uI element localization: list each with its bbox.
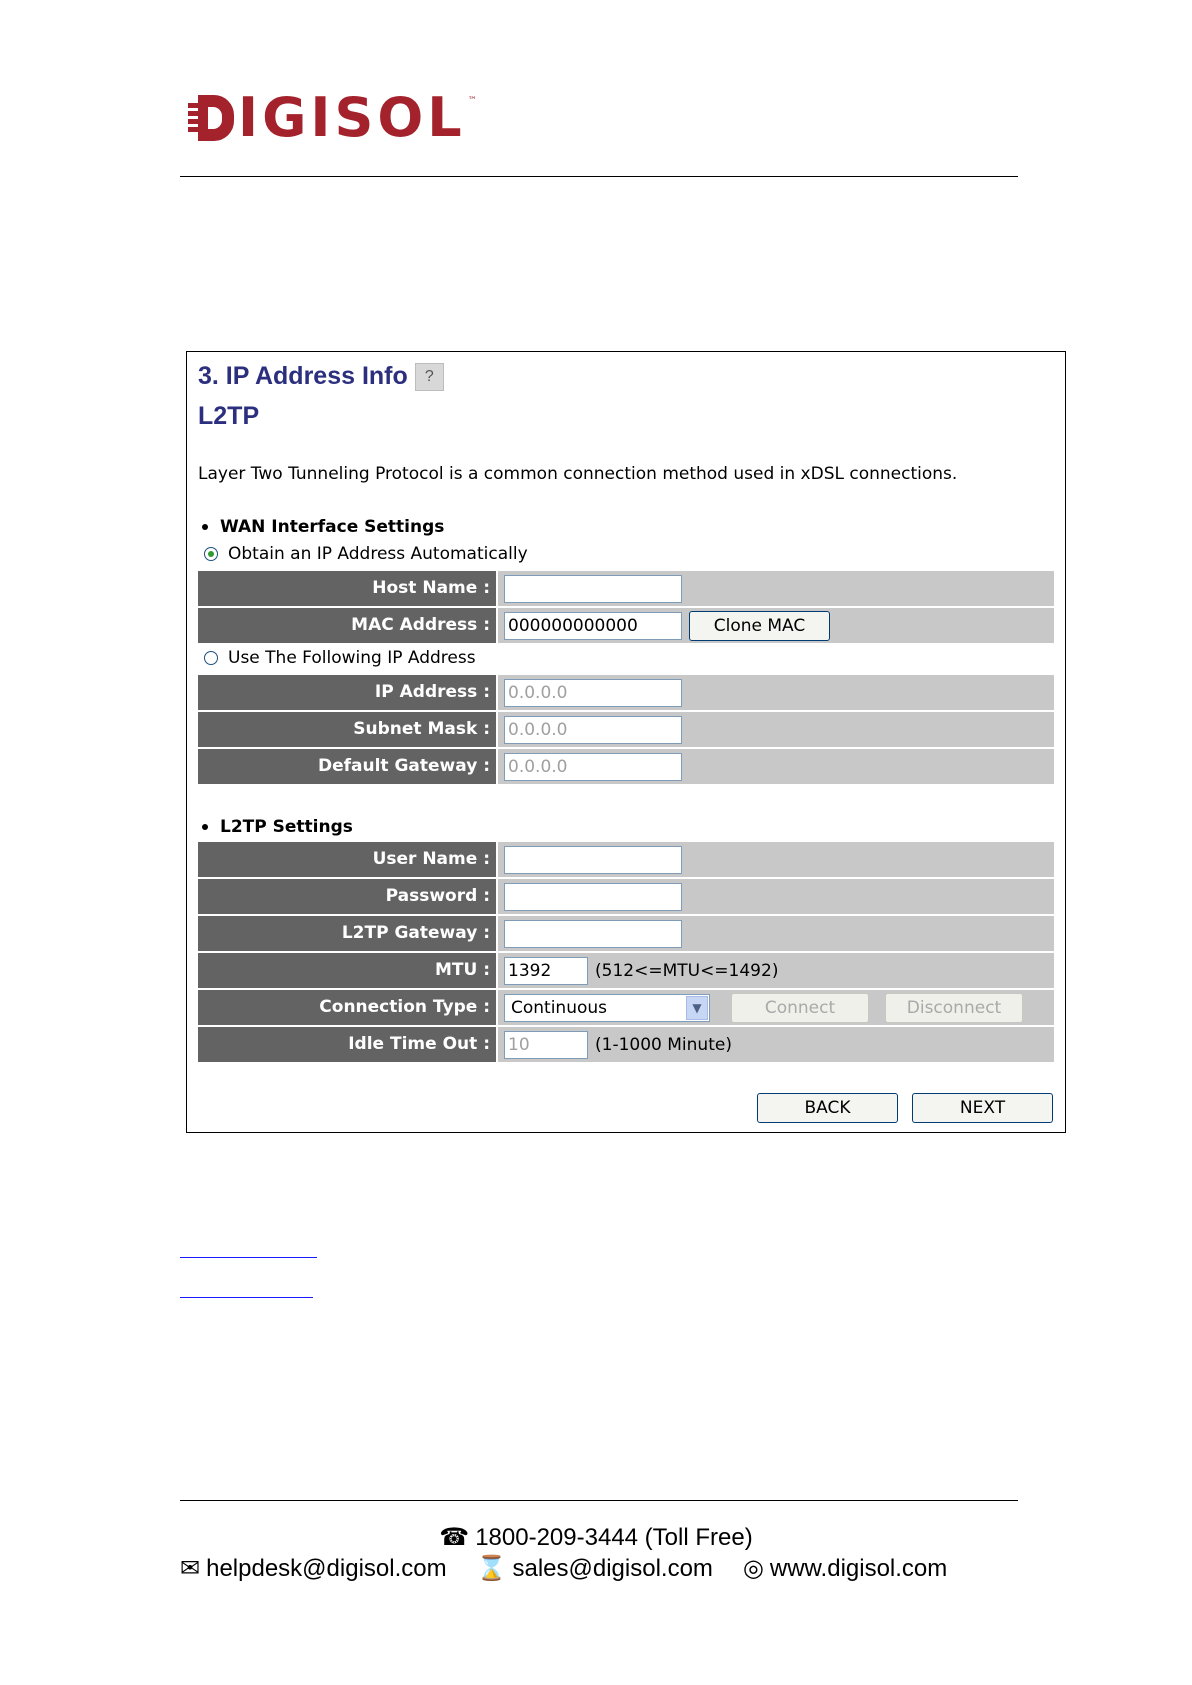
footer-divider xyxy=(180,1500,1018,1501)
helpdesk-email[interactable]: helpdesk@digisol.com xyxy=(206,1555,447,1582)
mac-address-label: MAC Address : xyxy=(198,608,496,643)
globe-icon: ◎ xyxy=(742,1555,764,1582)
ip-address-input[interactable]: 0.0.0.0 xyxy=(504,679,682,707)
website-contact xyxy=(743,1554,947,1583)
host-name-input[interactable] xyxy=(504,575,682,603)
user-name-label: User Name : xyxy=(198,842,496,877)
back-button[interactable]: BACK xyxy=(757,1093,898,1123)
idle-time-out-input[interactable]: 10 xyxy=(504,1031,588,1059)
mac-address-row xyxy=(198,608,1054,643)
auto-ip-label: Obtain an IP Address Automatically xyxy=(228,544,528,564)
idle-time-out-note: (1-1000 Minute) xyxy=(595,1034,732,1055)
host-name-label: Host Name : xyxy=(198,571,496,606)
header-divider xyxy=(180,176,1018,177)
telephone-icon: ☎ xyxy=(439,1524,470,1551)
ip-address-label: IP Address : xyxy=(198,675,496,710)
mtu-label: MTU : xyxy=(198,953,496,988)
password-input[interactable] xyxy=(504,883,682,911)
help-icon[interactable]: ? xyxy=(415,363,444,391)
helpdesk-contact xyxy=(180,1554,447,1583)
logo-d-mark xyxy=(188,95,234,141)
auto-ip-option[interactable] xyxy=(204,544,528,564)
digisol-logo xyxy=(188,86,477,149)
default-gateway-row xyxy=(198,749,1054,784)
link-underline[interactable] xyxy=(180,1297,313,1298)
bullet-icon xyxy=(202,524,208,530)
envelope-icon: ✉ xyxy=(180,1555,201,1582)
wizard-navigation xyxy=(757,1093,1053,1123)
sales-email[interactable]: sales@digisol.com xyxy=(512,1555,713,1582)
l2tp-section-title: L2TP Settings xyxy=(220,817,353,837)
auto-ip-radio[interactable] xyxy=(204,547,218,561)
bullet-icon xyxy=(202,824,208,830)
password-row xyxy=(198,879,1054,914)
mtu-range-note: (512<=MTU<=1492) xyxy=(595,960,779,981)
phone-number: 1800-209-3444 (Toll Free) xyxy=(475,1524,753,1551)
default-gateway-label: Default Gateway : xyxy=(198,749,496,784)
chevron-down-icon[interactable]: ▼ xyxy=(686,996,708,1020)
mtu-input[interactable]: 1392 xyxy=(504,957,588,985)
page-subtitle: L2TP xyxy=(198,402,260,430)
connection-type-label: Connection Type : xyxy=(198,990,496,1025)
l2tp-gateway-input[interactable] xyxy=(504,920,682,948)
static-ip-radio[interactable] xyxy=(204,651,218,665)
connection-type-row xyxy=(198,990,1054,1025)
footer-phone xyxy=(0,1523,1192,1552)
sales-contact xyxy=(477,1554,713,1583)
trademark-symbol: ™ xyxy=(467,96,477,106)
user-name-input[interactable] xyxy=(504,846,682,874)
subnet-mask-label: Subnet Mask : xyxy=(198,712,496,747)
website-url[interactable]: www.digisol.com xyxy=(769,1555,948,1582)
l2tp-section-heading xyxy=(198,817,353,837)
password-label: Password : xyxy=(198,879,496,914)
page-title xyxy=(198,362,444,391)
subnet-mask-row xyxy=(198,712,1054,747)
link-underline[interactable] xyxy=(180,1257,317,1258)
connection-type-value: Continuous xyxy=(511,997,608,1018)
idle-time-out-label: Idle Time Out : xyxy=(198,1027,496,1062)
idle-time-out-row xyxy=(198,1027,1054,1062)
ip-address-row xyxy=(198,675,1054,710)
connect-button[interactable]: Connect xyxy=(731,993,869,1023)
clone-mac-button[interactable]: Clone MAC xyxy=(689,611,830,641)
default-gateway-input[interactable]: 0.0.0.0 xyxy=(504,753,682,781)
wan-section-heading xyxy=(198,517,444,537)
l2tp-settings-panel xyxy=(186,351,1066,1133)
static-ip-label: Use The Following IP Address xyxy=(228,648,476,668)
host-name-row xyxy=(198,571,1054,606)
footer-contacts xyxy=(180,1554,947,1583)
l2tp-gateway-label: L2TP Gateway : xyxy=(198,916,496,951)
hourglass-icon: ⌛ xyxy=(476,1555,507,1582)
mac-address-input[interactable]: 000000000000 xyxy=(504,612,682,640)
connection-type-select[interactable] xyxy=(504,994,710,1022)
logo-wordmark: IGISOL xyxy=(238,86,466,149)
user-name-row xyxy=(198,842,1054,877)
next-button[interactable]: NEXT xyxy=(912,1093,1053,1123)
subnet-mask-input[interactable]: 0.0.0.0 xyxy=(504,716,682,744)
mtu-row xyxy=(198,953,1054,988)
l2tp-gateway-row xyxy=(198,916,1054,951)
disconnect-button[interactable]: Disconnect xyxy=(885,993,1023,1023)
page-title-text: 3. IP Address Info xyxy=(198,362,408,390)
page-description: Layer Two Tunneling Protocol is a common connection method used in xDSL connections. xyxy=(198,464,958,484)
wan-section-title: WAN Interface Settings xyxy=(220,517,445,537)
static-ip-option[interactable] xyxy=(204,648,476,668)
